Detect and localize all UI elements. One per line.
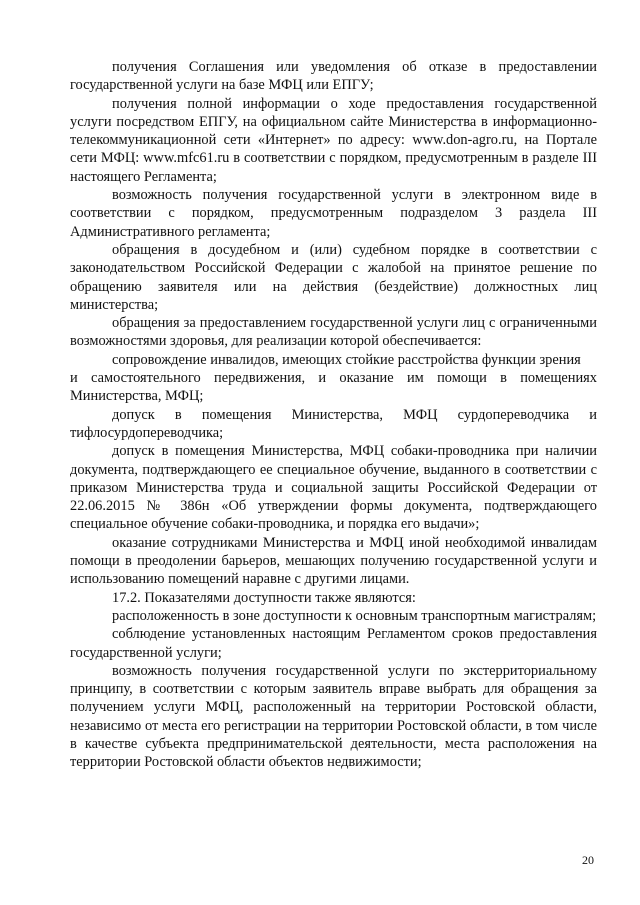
paragraph-9: допуск в помещения Министерства, МФЦ собаки-проводника при наличии документа, подтверждающего ее специальное обучение, выданного в соответствии с приказом Министерства труда и социальной защиты Российской Федерации от 22.06.2015 № 386н «Об утверждении формы документа, подтверждающего специальное обучение собаки-проводника, и порядка его выдачи»; [70, 443, 597, 533]
paragraph-8: допуск в помещения Министерства, МФЦ сурдопереводчика и тифлосурдопереводчика; [70, 406, 597, 441]
paragraph-10: оказание сотрудниками Министерства и МФЦ иной необходимой инвалидам помощи в преодолении барьеров, мешающих получению государственной услуги и использованию помещений наравне с другими лицами. [70, 534, 597, 588]
paragraph-11: 17.2. Показателями доступности также являются: [112, 589, 416, 606]
paragraph-3: возможность получения государственной услуги в электронном виде в соответствии с порядком, предусмотренным подразделом 3 раздела III Административного регламента; [70, 187, 597, 240]
paragraph-2: получения полной информации о ходе предоставления государственной услуги посредством ЕПГУ, на официальном сайте Министерства в информационно-телекоммуникационной сети «Интернет» по адресу: www.don-agro.ru, на Портале сети МФЦ: www.mfc61.ru в соответствии с порядком, предусмотренным в разделе III настоящего Регламента; [70, 95, 597, 185]
page-number: 20 [582, 853, 594, 867]
paragraph-14: возможность получения государственной услуги по экстерриториальному принципу, в соответствии с которым заявитель вправе выбрать для обращения за получением услуги МФЦ, расположенный на территории Ростовской области, независимо от места его регистрации на территории Ростовской области, в том числе в качестве субъекта предпринимательской деятельности, места расположения на территории Ростовской области объектов недвижимости; [70, 662, 597, 771]
body-text [70, 58, 597, 772]
paragraph-6: сопровождение инвалидов, имеющих стойкие расстройства функции зрения [112, 351, 581, 368]
paragraph-13: соблюдение установленных настоящим Регламентом сроков предоставления государственной услуги; [70, 626, 597, 661]
paragraph-5: обращения за предоставлением государственной услуги лиц с ограниченными возможностями здоровья, для реализации которой обеспечивается: [70, 315, 597, 350]
paragraph-4: обращения в досудебном и (или) судебном порядке в соответствии с законодательством Российской Федерации с жалобой на принятое решение по обращению заявителя или на действия (бездействие) должностных лиц министерства; [70, 241, 597, 313]
paragraph-12: расположенность в зоне доступности к основным транспортным магистралям; [112, 607, 597, 624]
paragraph-7: и самостоятельного передвижения, и оказание им помощи в помещениях Министерства, МФЦ; [70, 370, 597, 405]
paragraph-1: получения Соглашения или уведомления об отказе в предоставлении государственной услуги на базе МФЦ или ЕПГУ; [70, 59, 597, 94]
